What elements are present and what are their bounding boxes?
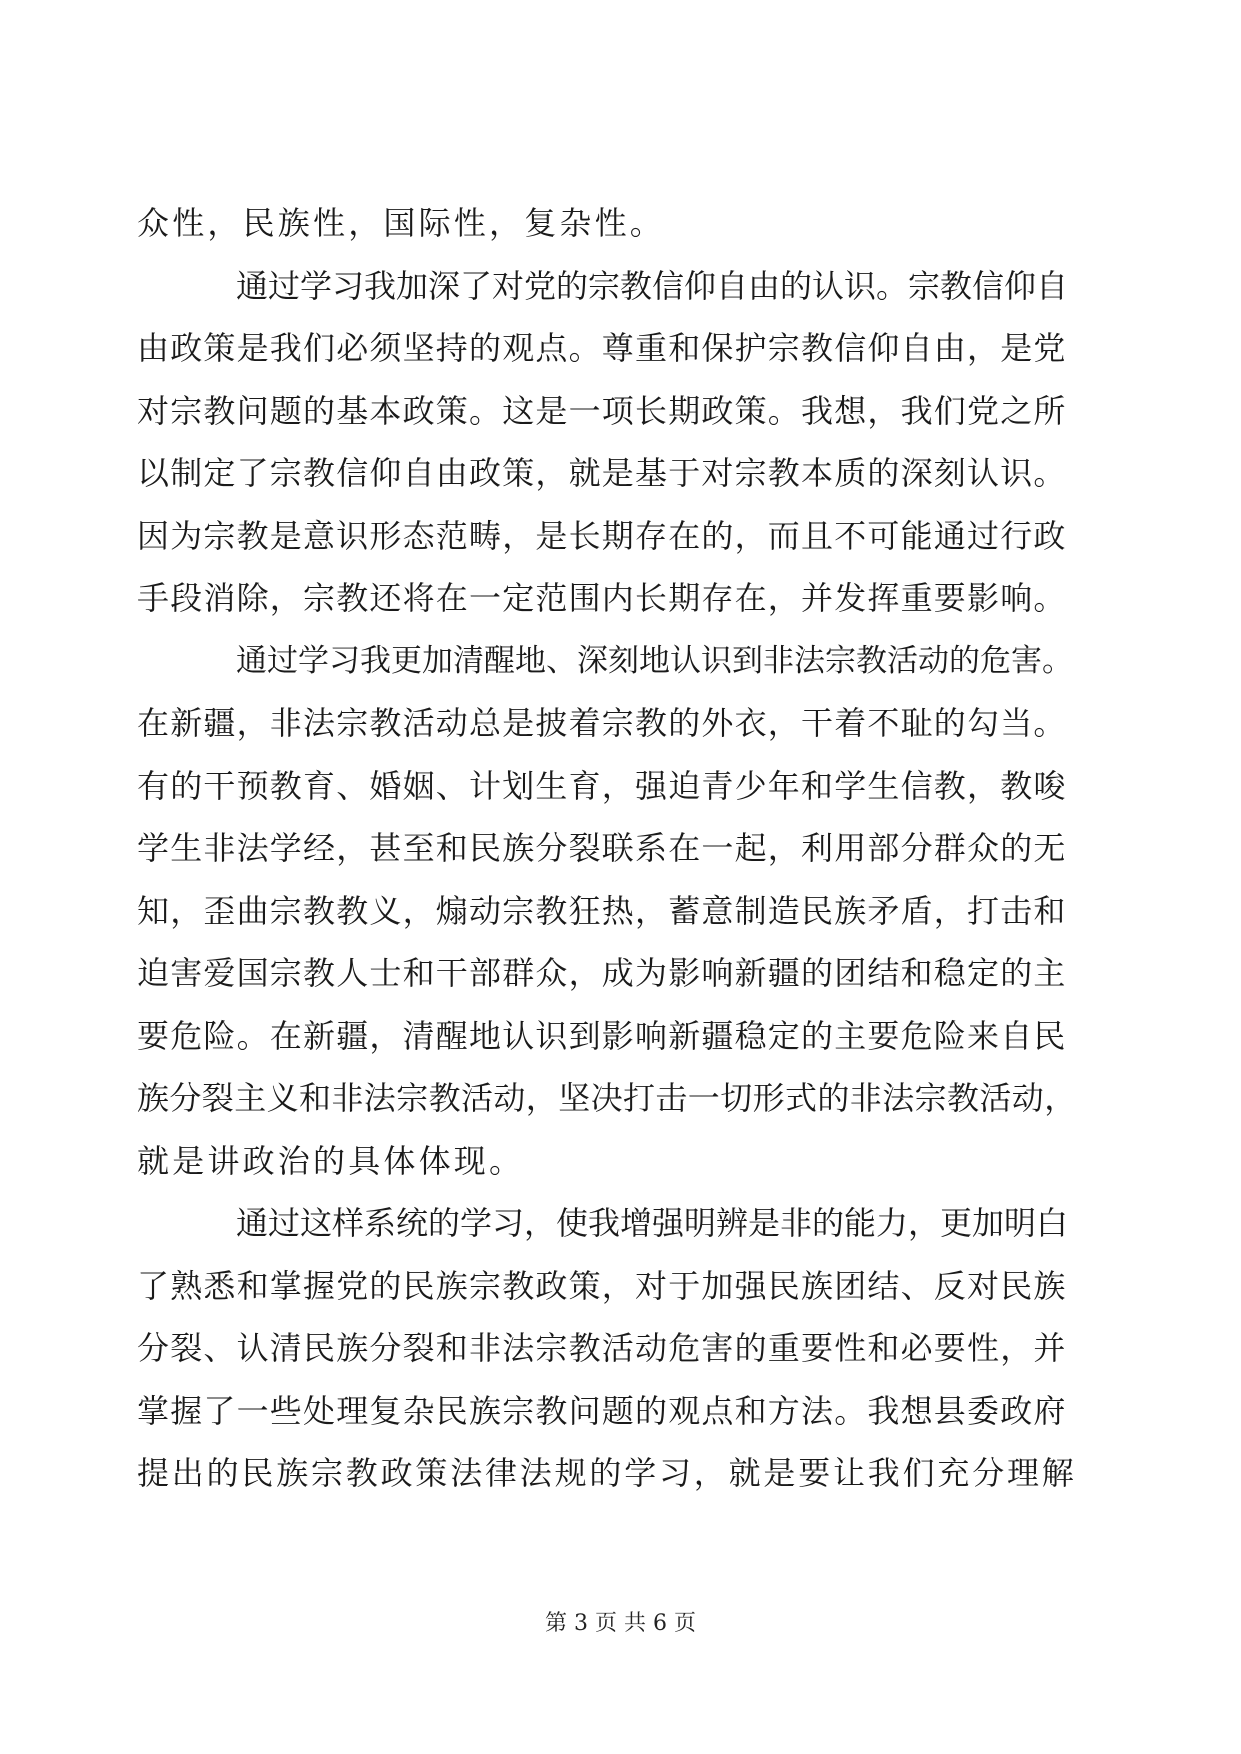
text-line: 手段消除，宗教还将在一定范围内长期存在，并发挥重要影响。 [137, 579, 1067, 617]
paragraph-first-line: 通过学习我更加清醒地、深刻地认识到非法宗教活动的危害。 [236, 643, 1073, 679]
text-line: 对宗教问题的基本政策。这是一项长期政策。我想，我们党之所 [137, 392, 1067, 430]
text-line: 以制定了宗教信仰自由政策，就是基于对宗教本质的深刻认识。 [137, 454, 1067, 492]
page-number-footer: 第 3 页 共 6 页 [545, 1611, 696, 1636]
text-line: 族分裂主义和非法宗教活动，坚决打击一切形式的非法宗教活动， [137, 1079, 1077, 1117]
text-line: 因为宗教是意识形态范畴，是长期存在的，而且不可能通过行政 [137, 517, 1067, 555]
text-line: 有的干预教育、婚姻、计划生育，强迫青少年和学生信教，教唆 [137, 767, 1067, 805]
text-line: 众性，民族性，国际性，复杂性。 [137, 204, 666, 242]
text-line: 提出的民族宗教政策法律法规的学习，就是要让我们充分理解 [137, 1454, 1077, 1492]
text-line: 了熟悉和掌握党的民族宗教政策，对于加强民族团结、反对民族 [137, 1267, 1067, 1305]
text-line: 在新疆，非法宗教活动总是披着宗教的外衣，干着不耻的勾当。 [137, 704, 1067, 742]
paragraph-first-line: 通过学习我加深了对党的宗教信仰自由的认识。宗教信仰自 [236, 267, 1069, 305]
text-line: 由政策是我们必须坚持的观点。尊重和保护宗教信仰自由，是党 [137, 329, 1067, 367]
text-line: 掌握了一些处理复杂民族宗教问题的观点和方法。我想县委政府 [137, 1392, 1067, 1430]
text-line: 学生非法学经，甚至和民族分裂联系在一起，利用部分群众的无 [137, 829, 1067, 867]
paragraph-first-line: 通过这样系统的学习，使我增强明辨是非的能力，更加明白 [236, 1204, 1069, 1242]
text-line: 要危险。在新疆，清醒地认识到影响新疆稳定的主要危险来自民 [137, 1017, 1067, 1055]
text-line: 分裂、认清民族分裂和非法宗教活动危害的重要性和必要性，并 [137, 1329, 1067, 1367]
text-line: 就是讲政治的具体体现。 [137, 1142, 525, 1180]
text-line: 知，歪曲宗教教义，煽动宗教狂热，蓄意制造民族矛盾，打击和 [137, 892, 1067, 930]
text-line: 迫害爱国宗教人士和干部群众，成为影响新疆的团结和稳定的主 [137, 954, 1067, 992]
